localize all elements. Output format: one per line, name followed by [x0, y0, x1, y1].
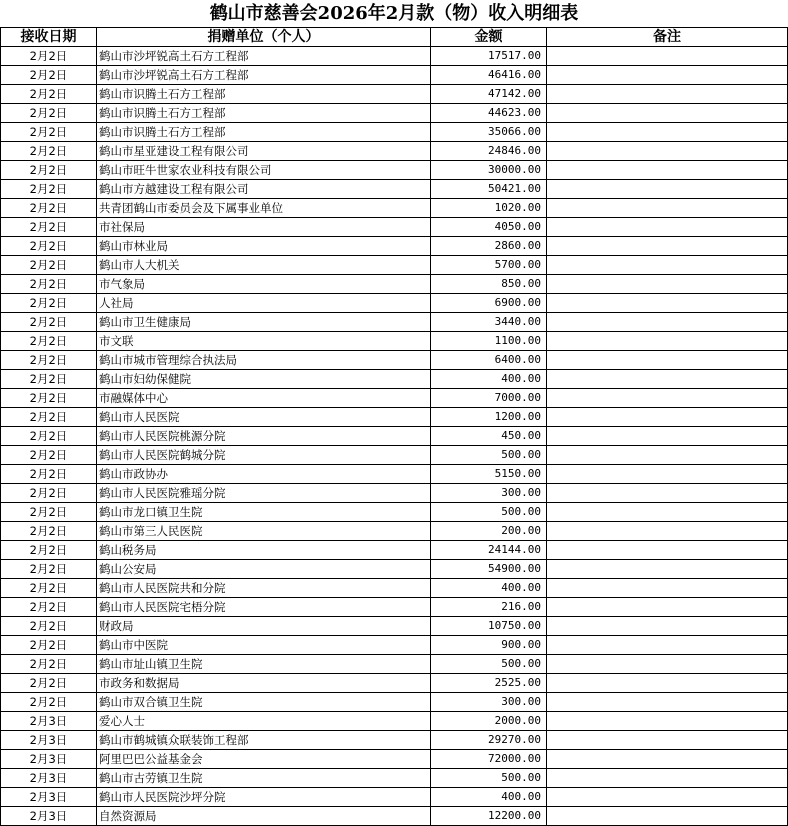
donor-cell[interactable]: 鹤山市卫生健康局 — [97, 313, 431, 332]
amount-cell[interactable]: 54900.00 — [431, 560, 547, 579]
note-cell[interactable] — [547, 807, 788, 826]
date-cell[interactable]: 2月2日 — [1, 693, 97, 712]
amount-cell[interactable]: 5700.00 — [431, 256, 547, 275]
note-cell[interactable] — [547, 712, 788, 731]
donor-cell[interactable]: 鹤山市政协办 — [97, 465, 431, 484]
note-cell[interactable] — [547, 788, 788, 807]
note-cell[interactable] — [547, 522, 788, 541]
date-cell[interactable]: 2月2日 — [1, 218, 97, 237]
amount-cell[interactable]: 200.00 — [431, 522, 547, 541]
table-row — [1, 541, 788, 560]
header-date[interactable]: 接收日期 — [1, 28, 97, 47]
table-row — [1, 693, 788, 712]
table-row — [1, 503, 788, 522]
donor-cell[interactable]: 市气象局 — [97, 275, 431, 294]
amount-cell[interactable]: 2525.00 — [431, 674, 547, 693]
donor-cell[interactable]: 市融媒体中心 — [97, 389, 431, 408]
amount-cell[interactable]: 7000.00 — [431, 389, 547, 408]
donor-cell[interactable]: 人社局 — [97, 294, 431, 313]
date-cell[interactable]: 2月2日 — [1, 598, 97, 617]
donor-cell[interactable]: 鹤山市人民医院沙坪分院 — [97, 788, 431, 807]
note-cell[interactable] — [547, 674, 788, 693]
table-row — [1, 313, 788, 332]
donor-cell[interactable]: 鹤山市人民医院鹤城分院 — [97, 446, 431, 465]
date-cell[interactable]: 2月2日 — [1, 484, 97, 503]
table-row — [1, 617, 788, 636]
note-cell[interactable] — [547, 142, 788, 161]
donor-cell[interactable]: 鹤山市鹤城镇众联装饰工程部 — [97, 731, 431, 750]
date-cell[interactable]: 2月2日 — [1, 161, 97, 180]
note-cell[interactable] — [547, 484, 788, 503]
table-row — [1, 408, 788, 427]
amount-cell[interactable]: 12200.00 — [431, 807, 547, 826]
date-cell[interactable]: 2月2日 — [1, 123, 97, 142]
note-cell[interactable] — [547, 313, 788, 332]
note-cell[interactable] — [547, 294, 788, 313]
table-row — [1, 674, 788, 693]
date-cell[interactable]: 2月3日 — [1, 750, 97, 769]
note-cell[interactable] — [547, 47, 788, 66]
donor-cell[interactable]: 鹤山市旺牛世家农业科技有限公司 — [97, 161, 431, 180]
table-row — [1, 332, 788, 351]
amount-cell[interactable]: 47142.00 — [431, 85, 547, 104]
date-cell[interactable]: 2月2日 — [1, 389, 97, 408]
donor-cell[interactable]: 鹤山市沙坪锐高土石方工程部 — [97, 66, 431, 85]
date-cell[interactable]: 2月2日 — [1, 237, 97, 256]
date-cell[interactable]: 2月2日 — [1, 655, 97, 674]
donor-cell[interactable]: 鹤山市双合镇卫生院 — [97, 693, 431, 712]
table-row — [1, 180, 788, 199]
table-row — [1, 788, 788, 807]
donor-cell[interactable]: 鹤山市识腾土石方工程部 — [97, 104, 431, 123]
note-cell[interactable] — [547, 446, 788, 465]
amount-cell[interactable]: 450.00 — [431, 427, 547, 446]
table-row — [1, 104, 788, 123]
amount-cell[interactable]: 6400.00 — [431, 351, 547, 370]
amount-cell[interactable]: 6900.00 — [431, 294, 547, 313]
amount-cell[interactable]: 35066.00 — [431, 123, 547, 142]
note-cell[interactable] — [547, 655, 788, 674]
date-cell[interactable]: 2月2日 — [1, 351, 97, 370]
date-cell[interactable]: 2月3日 — [1, 788, 97, 807]
table-row — [1, 807, 788, 826]
note-cell[interactable] — [547, 769, 788, 788]
donor-cell[interactable]: 鹤山市沙坪锐高土石方工程部 — [97, 47, 431, 66]
table-row — [1, 712, 788, 731]
header-note[interactable]: 备注 — [547, 28, 788, 47]
table-row — [1, 731, 788, 750]
date-cell[interactable]: 2月3日 — [1, 712, 97, 731]
note-cell[interactable] — [547, 731, 788, 750]
amount-cell[interactable]: 24846.00 — [431, 142, 547, 161]
note-cell[interactable] — [547, 370, 788, 389]
note-cell[interactable] — [547, 104, 788, 123]
note-cell[interactable] — [547, 332, 788, 351]
date-cell[interactable]: 2月2日 — [1, 275, 97, 294]
note-cell[interactable] — [547, 598, 788, 617]
date-cell[interactable]: 2月2日 — [1, 579, 97, 598]
amount-cell[interactable]: 400.00 — [431, 788, 547, 807]
amount-cell[interactable]: 72000.00 — [431, 750, 547, 769]
donor-cell[interactable]: 鹤山市址山镇卫生院 — [97, 655, 431, 674]
donor-cell[interactable]: 阿里巴巴公益基金会 — [97, 750, 431, 769]
amount-cell[interactable]: 10750.00 — [431, 617, 547, 636]
table-row — [1, 769, 788, 788]
page-title: 鹤山市慈善会2026年2月款（物）收入明细表 — [209, 3, 579, 24]
table-row — [1, 636, 788, 655]
table-row — [1, 47, 788, 66]
amount-cell[interactable]: 500.00 — [431, 655, 547, 674]
date-cell[interactable]: 2月2日 — [1, 142, 97, 161]
table-row — [1, 655, 788, 674]
amount-cell[interactable]: 29270.00 — [431, 731, 547, 750]
date-cell[interactable]: 2月2日 — [1, 427, 97, 446]
donor-cell[interactable]: 鹤山市星亚建设工程有限公司 — [97, 142, 431, 161]
table-row — [1, 465, 788, 484]
note-cell[interactable] — [547, 85, 788, 104]
note-cell[interactable] — [547, 560, 788, 579]
donor-cell[interactable]: 鹤山市人民医院宅梧分院 — [97, 598, 431, 617]
amount-cell[interactable]: 17517.00 — [431, 47, 547, 66]
header-donor[interactable]: 捐赠单位（个人） — [97, 28, 431, 47]
amount-cell[interactable]: 400.00 — [431, 370, 547, 389]
date-cell[interactable]: 2月2日 — [1, 370, 97, 389]
date-cell[interactable]: 2月2日 — [1, 104, 97, 123]
amount-cell[interactable]: 30000.00 — [431, 161, 547, 180]
amount-cell[interactable]: 500.00 — [431, 769, 547, 788]
date-cell[interactable]: 2月3日 — [1, 807, 97, 826]
note-cell[interactable] — [547, 465, 788, 484]
date-cell[interactable]: 2月2日 — [1, 503, 97, 522]
table-row — [1, 161, 788, 180]
table-row — [1, 256, 788, 275]
amount-cell[interactable]: 44623.00 — [431, 104, 547, 123]
note-cell[interactable] — [547, 161, 788, 180]
date-cell[interactable]: 2月2日 — [1, 180, 97, 199]
note-cell[interactable] — [547, 256, 788, 275]
note-cell[interactable] — [547, 180, 788, 199]
date-cell[interactable]: 2月3日 — [1, 731, 97, 750]
donation-table — [0, 27, 788, 826]
table-row — [1, 598, 788, 617]
amount-cell[interactable]: 4050.00 — [431, 218, 547, 237]
note-cell[interactable] — [547, 218, 788, 237]
table-row — [1, 351, 788, 370]
date-cell[interactable]: 2月2日 — [1, 465, 97, 484]
date-cell[interactable]: 2月2日 — [1, 617, 97, 636]
date-cell[interactable]: 2月2日 — [1, 408, 97, 427]
table-row — [1, 237, 788, 256]
amount-cell[interactable]: 24144.00 — [431, 541, 547, 560]
amount-cell[interactable]: 500.00 — [431, 446, 547, 465]
note-cell[interactable] — [547, 579, 788, 598]
note-cell[interactable] — [547, 351, 788, 370]
note-cell[interactable] — [547, 199, 788, 218]
note-cell[interactable] — [547, 427, 788, 446]
donor-cell[interactable]: 市社保局 — [97, 218, 431, 237]
donor-cell[interactable]: 市政务和数据局 — [97, 674, 431, 693]
table-row — [1, 389, 788, 408]
table-row — [1, 294, 788, 313]
amount-cell[interactable]: 400.00 — [431, 579, 547, 598]
note-cell[interactable] — [547, 66, 788, 85]
date-cell[interactable]: 2月2日 — [1, 199, 97, 218]
date-cell[interactable]: 2月2日 — [1, 522, 97, 541]
date-cell[interactable]: 2月2日 — [1, 47, 97, 66]
table-row — [1, 85, 788, 104]
donor-cell[interactable]: 鹤山市识腾土石方工程部 — [97, 123, 431, 142]
amount-cell[interactable]: 300.00 — [431, 693, 547, 712]
amount-cell[interactable]: 2860.00 — [431, 237, 547, 256]
table-row — [1, 142, 788, 161]
table-row — [1, 370, 788, 389]
donor-cell[interactable]: 共青团鹤山市委员会及下属事业单位 — [97, 199, 431, 218]
amount-cell[interactable]: 50421.00 — [431, 180, 547, 199]
donor-cell[interactable]: 鹤山市人民医院雅瑶分院 — [97, 484, 431, 503]
date-cell[interactable]: 2月2日 — [1, 541, 97, 560]
donor-cell[interactable]: 鹤山市识腾土石方工程部 — [97, 85, 431, 104]
donor-cell[interactable]: 爱心人士 — [97, 712, 431, 731]
date-cell[interactable]: 2月2日 — [1, 294, 97, 313]
amount-cell[interactable]: 1200.00 — [431, 408, 547, 427]
note-cell[interactable] — [547, 636, 788, 655]
amount-cell[interactable]: 1100.00 — [431, 332, 547, 351]
amount-cell[interactable]: 216.00 — [431, 598, 547, 617]
table-row — [1, 484, 788, 503]
date-cell[interactable]: 2月3日 — [1, 769, 97, 788]
table-row — [1, 218, 788, 237]
donor-cell[interactable]: 鹤山市方越建设工程有限公司 — [97, 180, 431, 199]
donor-cell[interactable]: 鹤山市古劳镇卫生院 — [97, 769, 431, 788]
date-cell[interactable]: 2月2日 — [1, 85, 97, 104]
note-cell[interactable] — [547, 389, 788, 408]
date-cell[interactable]: 2月2日 — [1, 332, 97, 351]
table-row — [1, 427, 788, 446]
header-row — [1, 28, 788, 47]
donor-cell[interactable]: 财政局 — [97, 617, 431, 636]
donor-cell[interactable]: 鹤山市中医院 — [97, 636, 431, 655]
table-row — [1, 750, 788, 769]
note-cell[interactable] — [547, 123, 788, 142]
amount-cell[interactable]: 1020.00 — [431, 199, 547, 218]
amount-cell[interactable]: 500.00 — [431, 503, 547, 522]
donor-cell[interactable]: 鹤山公安局 — [97, 560, 431, 579]
donor-cell[interactable]: 鹤山市人民医院共和分院 — [97, 579, 431, 598]
table-row — [1, 66, 788, 85]
table-row — [1, 579, 788, 598]
table-row — [1, 522, 788, 541]
date-cell[interactable]: 2月2日 — [1, 256, 97, 275]
amount-cell[interactable]: 850.00 — [431, 275, 547, 294]
donor-cell[interactable]: 鹤山市人民医院 — [97, 408, 431, 427]
date-cell[interactable]: 2月2日 — [1, 636, 97, 655]
date-cell[interactable]: 2月2日 — [1, 313, 97, 332]
note-cell[interactable] — [547, 237, 788, 256]
note-cell[interactable] — [547, 408, 788, 427]
donor-cell[interactable]: 鹤山市人大机关 — [97, 256, 431, 275]
donor-cell[interactable]: 鹤山市人民医院桃源分院 — [97, 427, 431, 446]
table-row — [1, 446, 788, 465]
note-cell[interactable] — [547, 750, 788, 769]
note-cell[interactable] — [547, 617, 788, 636]
table-row — [1, 199, 788, 218]
amount-cell[interactable]: 2000.00 — [431, 712, 547, 731]
date-cell[interactable]: 2月2日 — [1, 66, 97, 85]
note-cell[interactable] — [547, 693, 788, 712]
date-cell[interactable]: 2月2日 — [1, 560, 97, 579]
donor-cell[interactable]: 鹤山市第三人民医院 — [97, 522, 431, 541]
amount-cell[interactable]: 3440.00 — [431, 313, 547, 332]
table-row — [1, 275, 788, 294]
table-row — [1, 560, 788, 579]
amount-cell[interactable]: 900.00 — [431, 636, 547, 655]
donor-cell[interactable]: 鹤山税务局 — [97, 541, 431, 560]
date-cell[interactable]: 2月2日 — [1, 674, 97, 693]
table-body — [1, 47, 788, 826]
donor-cell[interactable]: 鹤山市龙口镇卫生院 — [97, 503, 431, 522]
header-amount[interactable]: 金额 — [431, 28, 547, 47]
donor-cell[interactable]: 自然资源局 — [97, 807, 431, 826]
note-cell[interactable] — [547, 503, 788, 522]
amount-cell[interactable]: 46416.00 — [431, 66, 547, 85]
donor-cell[interactable]: 鹤山市妇幼保健院 — [97, 370, 431, 389]
donor-cell[interactable]: 鹤山市林业局 — [97, 237, 431, 256]
amount-cell[interactable]: 5150.00 — [431, 465, 547, 484]
note-cell[interactable] — [547, 541, 788, 560]
note-cell[interactable] — [547, 275, 788, 294]
donor-cell[interactable]: 市文联 — [97, 332, 431, 351]
amount-cell[interactable]: 300.00 — [431, 484, 547, 503]
donor-cell[interactable]: 鹤山市城市管理综合执法局 — [97, 351, 431, 370]
table-row — [1, 123, 788, 142]
date-cell[interactable]: 2月2日 — [1, 446, 97, 465]
